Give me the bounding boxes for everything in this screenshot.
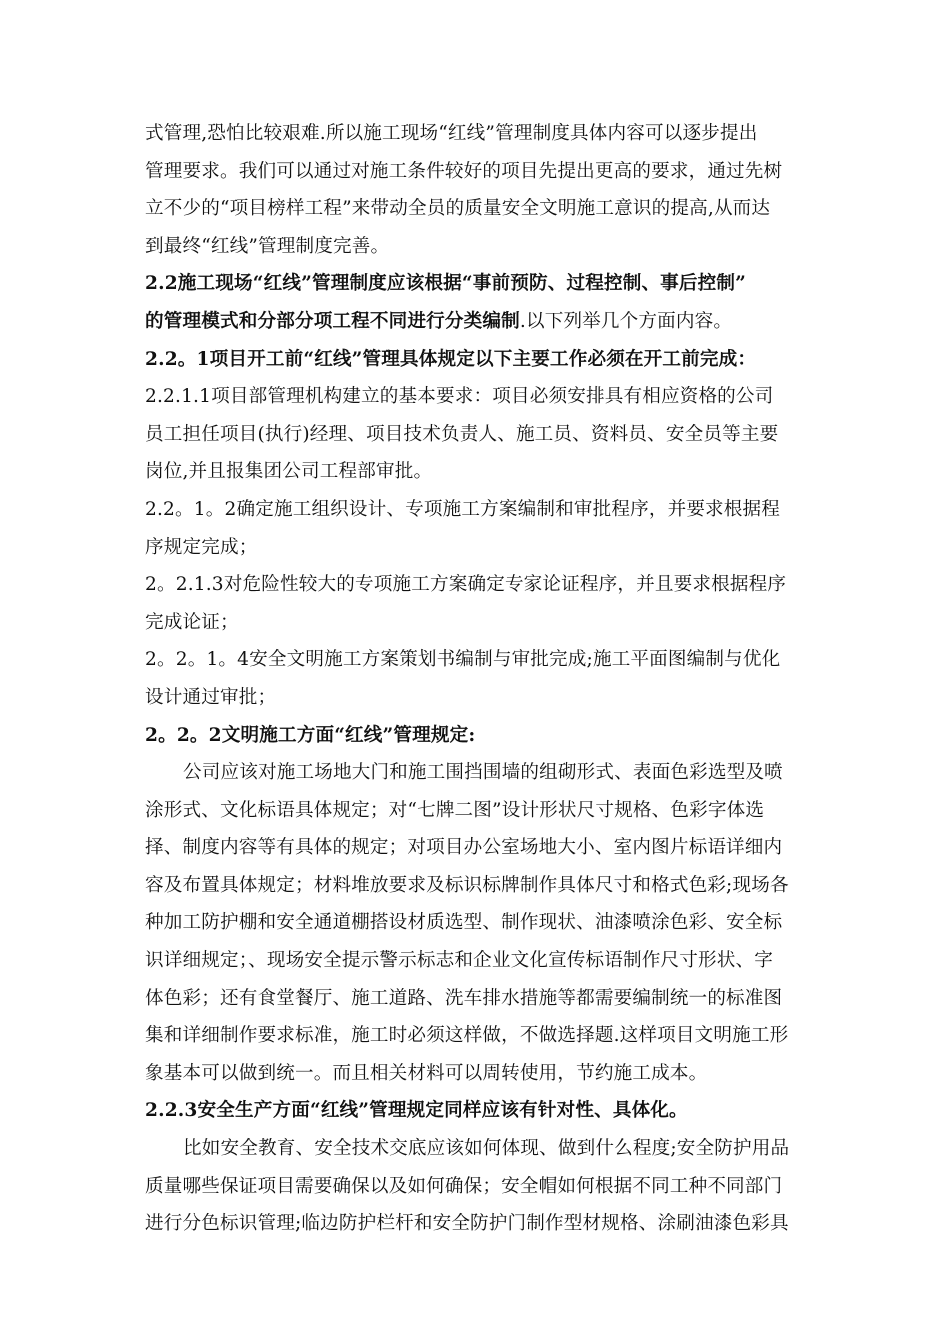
text-line: 质量哪些保证项目需要确保以及如何确保；安全帽如何根据不同工种不同部门 <box>145 1175 783 1197</box>
text-line: 岗位,并且报集团公司工程部审批。 <box>145 461 433 483</box>
section-heading-2-2-1: 2.2。1项目开工前“红线”管理具体规定以下主要工作必须在开工前完成： <box>145 348 757 370</box>
text-line: 识详细规定；、现场安全提示警示标志和企业文化宣传标语制作尺寸形状、字 <box>145 950 773 972</box>
normal-text: .以下列举几个方面内容。 <box>519 310 733 332</box>
paragraph-first-line: 比如安全教育、安全技术交底应该如何体现、做到什么程度;安全防护用品 <box>183 1138 790 1160</box>
text-line: 完成论证； <box>145 611 239 633</box>
text-line: 进行分色标识管理;临边防护栏杆和安全防护门制作型材规格、涂刷油漆色彩具 <box>145 1213 789 1235</box>
text-line: 2.2。1。2确定施工组织设计、专项施工方案编制和审批程序，并要求根据程 <box>145 498 781 520</box>
section-heading-2-2-2: 2。2。2文明施工方面“红线”管理规定: <box>145 724 476 746</box>
bold-text: 的管理模式和分部分项工程不同进行分类编制 <box>145 310 520 332</box>
text-line: 设计通过审批； <box>145 686 277 708</box>
document-body <box>145 115 813 1243</box>
text-line: 到最终“红线”管理制度完善。 <box>145 235 390 257</box>
text-line: 择、制度内容等有具体的规定；对项目办公室场地大小、室内图片标语详细内 <box>145 837 783 859</box>
text-line: 立不少的“项目榜样工程”来带动全员的质量安全文明施工意识的提高,从而达 <box>145 198 771 220</box>
text-line: 象基本可以做到统一。而且相关材料可以周转使用，节约施工成本。 <box>145 1062 708 1084</box>
paragraph-first-line: 公司应该对施工场地大门和施工围挡围墙的组砌形式、表面色彩选型及喷 <box>183 762 783 784</box>
section-heading-2-2-3: 2.2.3安全生产方面“红线”管理规定同样应该有针对性、具体化。 <box>145 1100 688 1122</box>
section-heading-2-2: 2.2施工现场“红线”管理制度应该根据“事前预防、过程控制、事后控制” <box>145 273 747 295</box>
text-line: 员工担任项目(执行)经理、项目技术负责人、施工员、资料员、安全员等主要 <box>145 423 779 445</box>
text-line: 2.2.1.1项目部管理机构建立的基本要求：项目必须安排具有相应资格的公司 <box>145 386 774 408</box>
text-line: 集和详细制作要求标准，施工时必须这样做，不做选择题.这样项目文明施工形 <box>145 1025 789 1047</box>
text-line-mixed <box>145 303 813 341</box>
text-line: 涂形式、文化标语具体规定；对“七牌二图”设计形状尺寸规格、色彩字体选 <box>145 799 765 821</box>
text-line: 管理要求。我们可以通过对施工条件较好的项目先提出更高的要求，通过先树 <box>145 160 783 182</box>
text-line: 容及布置具体规定；材料堆放要求及标识标牌制作具体尺寸和格式色彩;现场各 <box>145 874 789 896</box>
text-line: 式管理,恐怕比较艰难.所以施工现场“红线”管理制度具体内容可以逐步提出 <box>145 123 758 144</box>
text-line: 种加工防护棚和安全通道棚搭设材质选型、制作现状、油漆喷涂色彩、安全标 <box>145 912 783 934</box>
text-line: 2。2.1.3对危险性较大的专项施工方案确定专家论证程序，并且要求根据程序 <box>145 574 787 596</box>
text-line: 2。2。1。4安全文明施工方案策划书编制与审批完成;施工平面图编制与优化 <box>145 649 781 671</box>
text-line: 体色彩；还有食堂餐厅、施工道路、洗车排水措施等都需要编制统一的标准图 <box>145 987 783 1009</box>
text-line: 序规定完成； <box>145 536 258 558</box>
